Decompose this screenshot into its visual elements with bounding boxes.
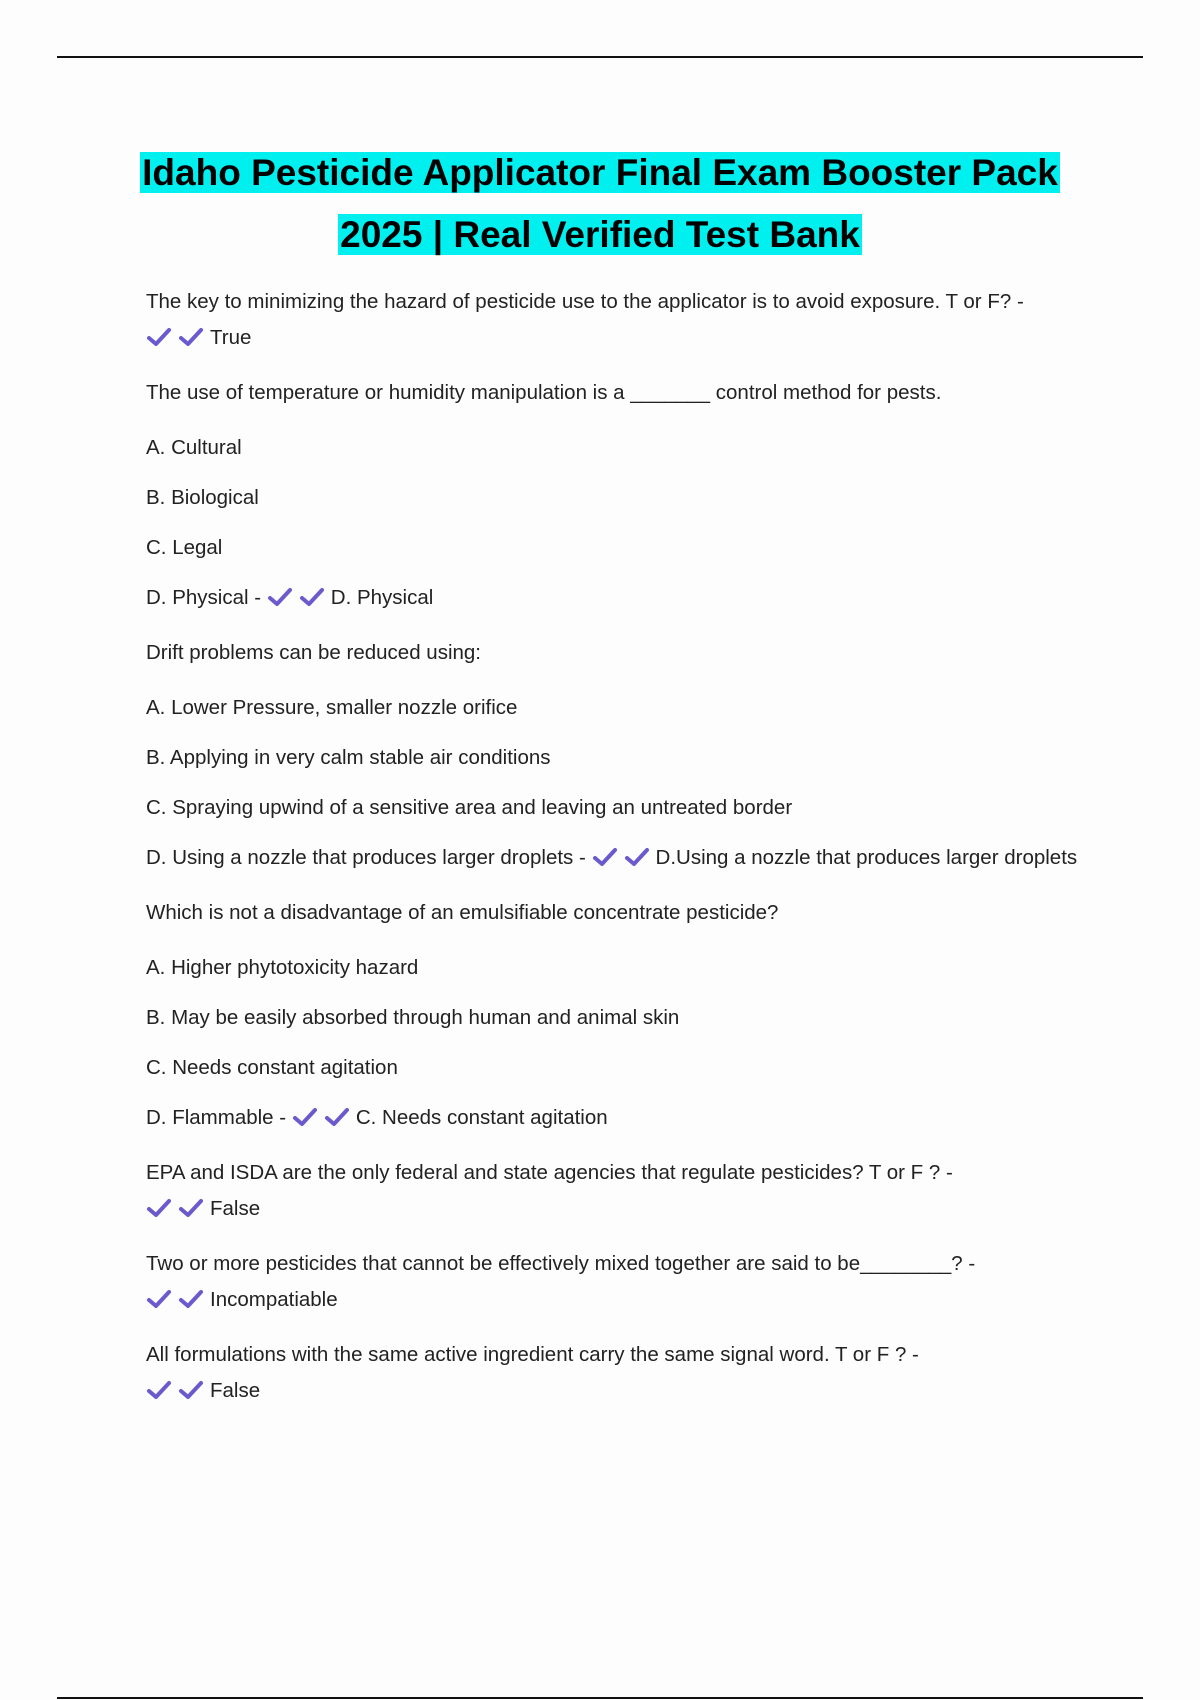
question-6: [146, 1246, 1106, 1318]
option-text: D. Using a nozzle that produces larger droplets -: [146, 846, 586, 869]
option: C. Spraying upwind of a sensitive area and leaving an untreated border: [146, 796, 793, 819]
answer-text: D. Physical: [330, 586, 434, 609]
check-icon: [178, 1380, 204, 1400]
page-title: [0, 142, 1200, 266]
double-check-icon: [146, 326, 210, 349]
check-icon: [267, 587, 293, 607]
option: A. Higher phytotoxicity hazard: [146, 956, 419, 979]
check-icon: [178, 327, 204, 347]
option: C. Legal: [146, 536, 223, 559]
answer-text: False: [210, 1379, 261, 1402]
double-check-icon: [292, 1106, 356, 1129]
check-icon: [292, 1107, 318, 1127]
check-icon: [146, 1289, 172, 1309]
question-prompt: The key to minimizing the hazard of pesticide use to the applicator is to avoid exposure. T or F? -: [146, 290, 1024, 313]
check-icon: [178, 1289, 204, 1309]
check-icon: [178, 1198, 204, 1218]
check-icon: [592, 847, 618, 867]
question-3: [146, 635, 1106, 671]
option-text: D. Physical -: [146, 586, 262, 609]
option: A. Cultural: [146, 436, 242, 459]
question-prompt: EPA and ISDA are the only federal and state agencies that regulate pesticides? T or F ? -: [146, 1161, 953, 1184]
question-5: [146, 1155, 1106, 1227]
question-prompt: Which is not a disadvantage of an emulsifiable concentrate pesticide?: [146, 901, 779, 924]
qa-list: [146, 284, 1106, 1428]
title-line-1: Idaho Pesticide Applicator Final Exam Booster Pack: [142, 152, 1058, 193]
option: C. Needs constant agitation: [146, 1056, 398, 1079]
question-1: [146, 284, 1106, 356]
check-icon: [146, 327, 172, 347]
question-7: [146, 1337, 1106, 1409]
top-rule: [57, 56, 1143, 58]
double-check-icon: [146, 1288, 210, 1311]
question-4: [146, 895, 1106, 931]
answer-text: Incompatiable: [210, 1288, 338, 1311]
answer-text: D.Using a nozzle that produces larger droplets: [655, 846, 1078, 869]
option: B. Applying in very calm stable air conditions: [146, 746, 551, 769]
check-icon: [624, 847, 650, 867]
question-prompt: Two or more pesticides that cannot be effectively mixed together are said to be________? -: [146, 1252, 976, 1275]
option: B. May be easily absorbed through human and animal skin: [146, 1006, 680, 1029]
double-check-icon: [267, 586, 331, 609]
question-prompt: Drift problems can be reduced using:: [146, 641, 482, 664]
double-check-icon: [146, 1197, 210, 1220]
check-icon: [146, 1198, 172, 1218]
check-icon: [324, 1107, 350, 1127]
option: B. Biological: [146, 486, 259, 509]
check-icon: [146, 1380, 172, 1400]
answer-text: False: [210, 1197, 261, 1220]
check-icon: [299, 587, 325, 607]
option: A. Lower Pressure, smaller nozzle orifice: [146, 696, 518, 719]
bottom-rule: [57, 1697, 1143, 1699]
question-prompt: All formulations with the same active ingredient carry the same signal word. T or F ? -: [146, 1343, 919, 1366]
title-line-2: 2025 | Real Verified Test Bank: [340, 214, 860, 255]
question-prompt: The use of temperature or humidity manipulation is a _______ control method for pests.: [146, 381, 942, 404]
option-with-answer: [146, 1100, 1106, 1136]
question-2: [146, 375, 1106, 411]
option-with-answer: [146, 580, 1106, 616]
double-check-icon: [146, 1379, 210, 1402]
answer-text: True: [210, 326, 252, 349]
answer-text: C. Needs constant agitation: [355, 1106, 608, 1129]
double-check-icon: [592, 846, 656, 869]
option-with-answer: [146, 840, 1106, 876]
option-text: D. Flammable -: [146, 1106, 287, 1129]
